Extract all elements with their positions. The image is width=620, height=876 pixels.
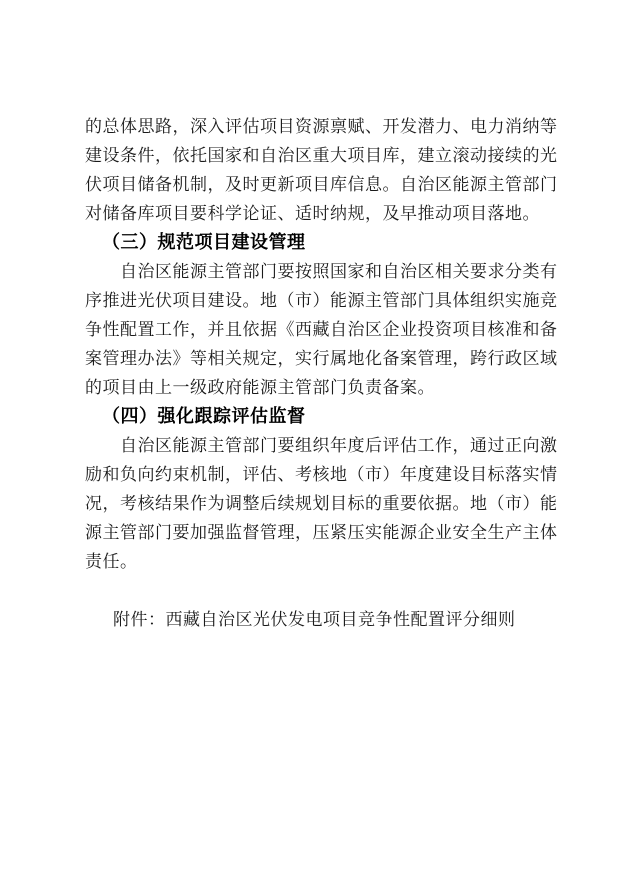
text-line: 建设条件，依托国家和自治区重大项目库，建立滚动接续的光 xyxy=(85,146,557,165)
text-line: 的项目由上一级政府能源主管部门负责备案。 xyxy=(85,378,435,397)
text-line: 争性配置工作，并且依据《西藏自治区企业投资项目核准和备 xyxy=(85,320,557,339)
text-line: 自治区能源主管部门要组织年度后评估工作，通过正向激 xyxy=(120,436,557,455)
document-body xyxy=(85,112,557,634)
text-line: 源主管部门要加强监督管理，压紧压实能源企业安全生产主体 xyxy=(85,523,557,542)
text-line: 责任。 xyxy=(85,552,138,571)
text-line: 序推进光伏项目建设。地（市）能源主管部门具体组织实施竞 xyxy=(85,291,557,310)
text-line: 案管理办法》等相关规定，实行属地化备案管理，跨行政区域 xyxy=(85,349,557,368)
text-line: 况，考核结果作为调整后续规划目标的重要依据。地（市）能 xyxy=(85,494,557,513)
section-heading-3: （三）规范项目建设管理 xyxy=(102,232,306,252)
section-heading-4: （四）强化跟踪评估监督 xyxy=(102,406,306,426)
paragraph-section-4 xyxy=(85,431,557,576)
text-line: 伏项目储备机制，及时更新项目库信息。自治区能源主管部门 xyxy=(85,175,557,194)
text-line: 对储备库项目要科学论证、适时纳规，及早推动项目落地。 xyxy=(85,204,540,223)
text-line: 自治区能源主管部门要按照国家和自治区相关要求分类有 xyxy=(120,262,557,281)
attachment-line: 附件：西藏自治区光伏发电项目竞争性配置评分细则 xyxy=(113,610,516,629)
text-line: 的总体思路，深入评估项目资源禀赋、开发潜力、电力消纳等 xyxy=(85,117,557,136)
text-line: 励和负向约束机制，评估、考核地（市）年度建设目标落实情 xyxy=(85,465,557,484)
blank-line xyxy=(85,576,557,605)
paragraph-continuation xyxy=(85,112,557,228)
paragraph-section-3 xyxy=(85,257,557,402)
